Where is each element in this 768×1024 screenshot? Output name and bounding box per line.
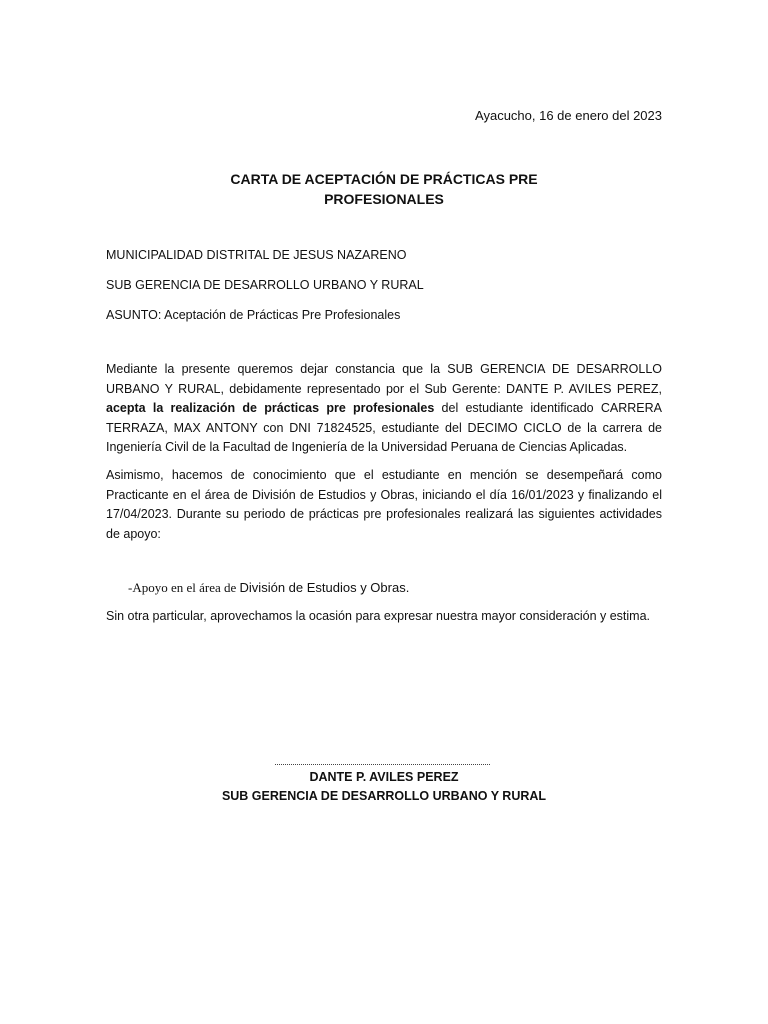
closing-line: Sin otra particular, aprovechamos la ocasión para expresar nuestra mayor consideración y estima. — [106, 609, 651, 623]
letter-title-line-2: PROFESIONALES — [324, 191, 444, 207]
signature-line — [275, 764, 490, 765]
subject-label: ASUNTO: — [106, 308, 162, 322]
activity-area: División de Estudios y Obras. — [239, 580, 410, 595]
recipient-entity: MUNICIPALIDAD DISTRITAL DE JESUS NAZARENO — [106, 248, 407, 262]
letter-title-line-1: CARTA DE ACEPTACIÓN DE PRÁCTICAS PRE — [230, 171, 538, 187]
paragraph-acceptance-part-3: del estudiante identificado CARRERA TERRAZA, MAX ANTONY con DNI 71824525, estudiante del DECIMO CICLO de la carrera de Ingeniería Civil de la Facultad de Ingeniería de la Universidad Peruana de Ciencias Aplicadas. — [106, 401, 662, 454]
activity-list-item — [128, 580, 409, 596]
paragraph-acceptance-emphasis: acepta la realización de prácticas pre profesionales — [106, 401, 435, 415]
recipient-office: SUB GERENCIA DE DESARROLLO URBANO Y RURAL — [106, 278, 424, 292]
subject-text: Aceptación de Prácticas Pre Profesionales — [161, 308, 401, 322]
signer-name: DANTE P. AVILES PEREZ — [309, 770, 459, 784]
activity-prefix: -Apoyo en el área de — [128, 580, 240, 595]
paragraph-acceptance — [106, 360, 662, 458]
letter-title — [0, 169, 768, 209]
letter-date: Ayacucho, 16 de enero del 2023 — [475, 108, 662, 123]
paragraph-acceptance-part-1: Mediante la presente queremos dejar constancia que la SUB GERENCIA DE DESARROLLO URBANO Y RURAL, debidamente representado por el Sub Gerente: DANTE P. AVILES PEREZ, — [106, 362, 662, 396]
signer-office: SUB GERENCIA DE DESARROLLO URBANO Y RURAL — [221, 789, 547, 803]
paragraph-activities: Asimismo, hacemos de conocimiento que el estudiante en mención se desempeñará como Practicante en el área de División de Estudios y Obras, iniciando el día 16/01/2023 y finalizando el 17/04/2023. Durante su periodo de prácticas pre profesionales realizará las siguientes actividades de apoyo: — [106, 468, 662, 541]
subject-line — [106, 308, 400, 322]
